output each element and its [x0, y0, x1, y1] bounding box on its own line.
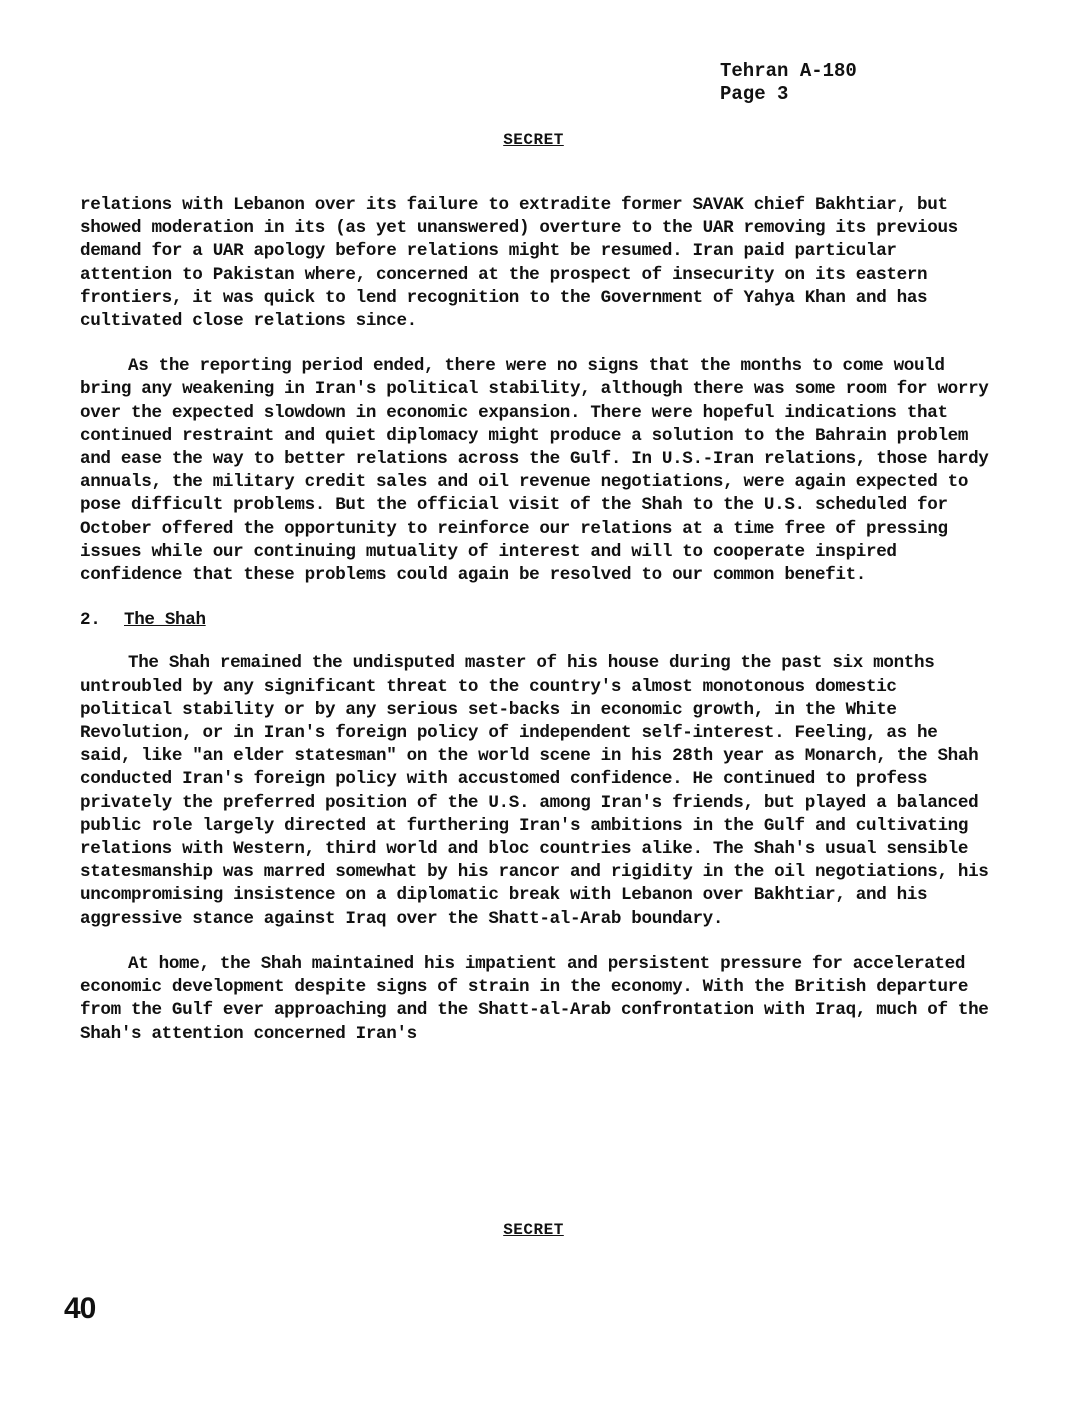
- page-header: [720, 60, 857, 106]
- section-number: 2.: [80, 610, 101, 631]
- page-number: 40: [64, 1292, 96, 1325]
- page-label: Page 3: [720, 83, 789, 105]
- airgram-reference: Tehran A-180: [720, 60, 857, 82]
- document-body: [80, 194, 990, 1068]
- paragraph-3: The Shah remained the undisputed master of his house during the past six months untroubled by any significant threat to the country's almost monotonous domestic political stability or by any serious set-backs in economic growth, in the White Revolution, or in Iran's foreign policy of independent self-interest. Feeling, as he said, like "an elder statesman" on the world scene in his 28th year as Monarch, the Shah conducted Iran's foreign policy with accustomed confidence. He continued to profess privately the preferred position of the U.S. among Iran's friends, but played a balanced public role largely directed at furthering Iran's ambitions in the Gulf and cultivating relations with Western, third world and bloc countries alike. The Shah's usual sensible statesmanship was marred somewhat by his rancor and rigidity in the oil negotiations, his uncompromising insistence on a diplomatic break with Lebanon over Bakhtiar, and his aggressive stance against Iraq over the Shatt-al-Arab boundary.: [80, 653, 989, 929]
- section-title: The Shah: [124, 610, 206, 631]
- paragraph-1: relations with Lebanon over its failure to extradite former SAVAK chief Bakhtiar, but showed moderation in its (as yet unanswered) overture to the UAR removing its previous demand for a UAR apology before relations might be resumed. Iran paid particular attention to Pakistan where, concerned at the prospect of insecurity on its eastern frontiers, it was quick to lend recognition to the Government of Yahya Khan and has cultivated close relations since.: [80, 195, 958, 332]
- section-heading: [80, 609, 990, 632]
- classification-marking-top: SECRET: [503, 131, 564, 149]
- paragraph-4: At home, the Shah maintained his impatient and persistent pressure for accelerated economic development despite signs of strain in the economy. With the British departure from the Gulf ever approaching and the Shatt-al-Arab confrontation with Iraq, much of the Shah's attention concerned Iran's: [80, 953, 989, 1044]
- paragraph-2: As the reporting period ended, there were no signs that the months to come would bring any weakening in Iran's political stability, although there was some room for worry over the expected slowdown in economic expansion. There were hopeful indications that continued restraint and quiet diplomacy might produce a solution to the Bahrain problem and ease the way to better relations across the Gulf. In U.S.-Iran relations, those hardy annuals, the military credit sales and oil revenue negotiations, were again expected to pose difficult problems. But the official visit of the Shah to the U.S. scheduled for October offered the opportunity to reinforce our relations at a time free of pressing issues while our continuing mutuality of interest and will to cooperate inspired confidence that these problems could again be resolved to our common benefit.: [80, 356, 989, 586]
- classification-marking-bottom: SECRET: [503, 1221, 564, 1239]
